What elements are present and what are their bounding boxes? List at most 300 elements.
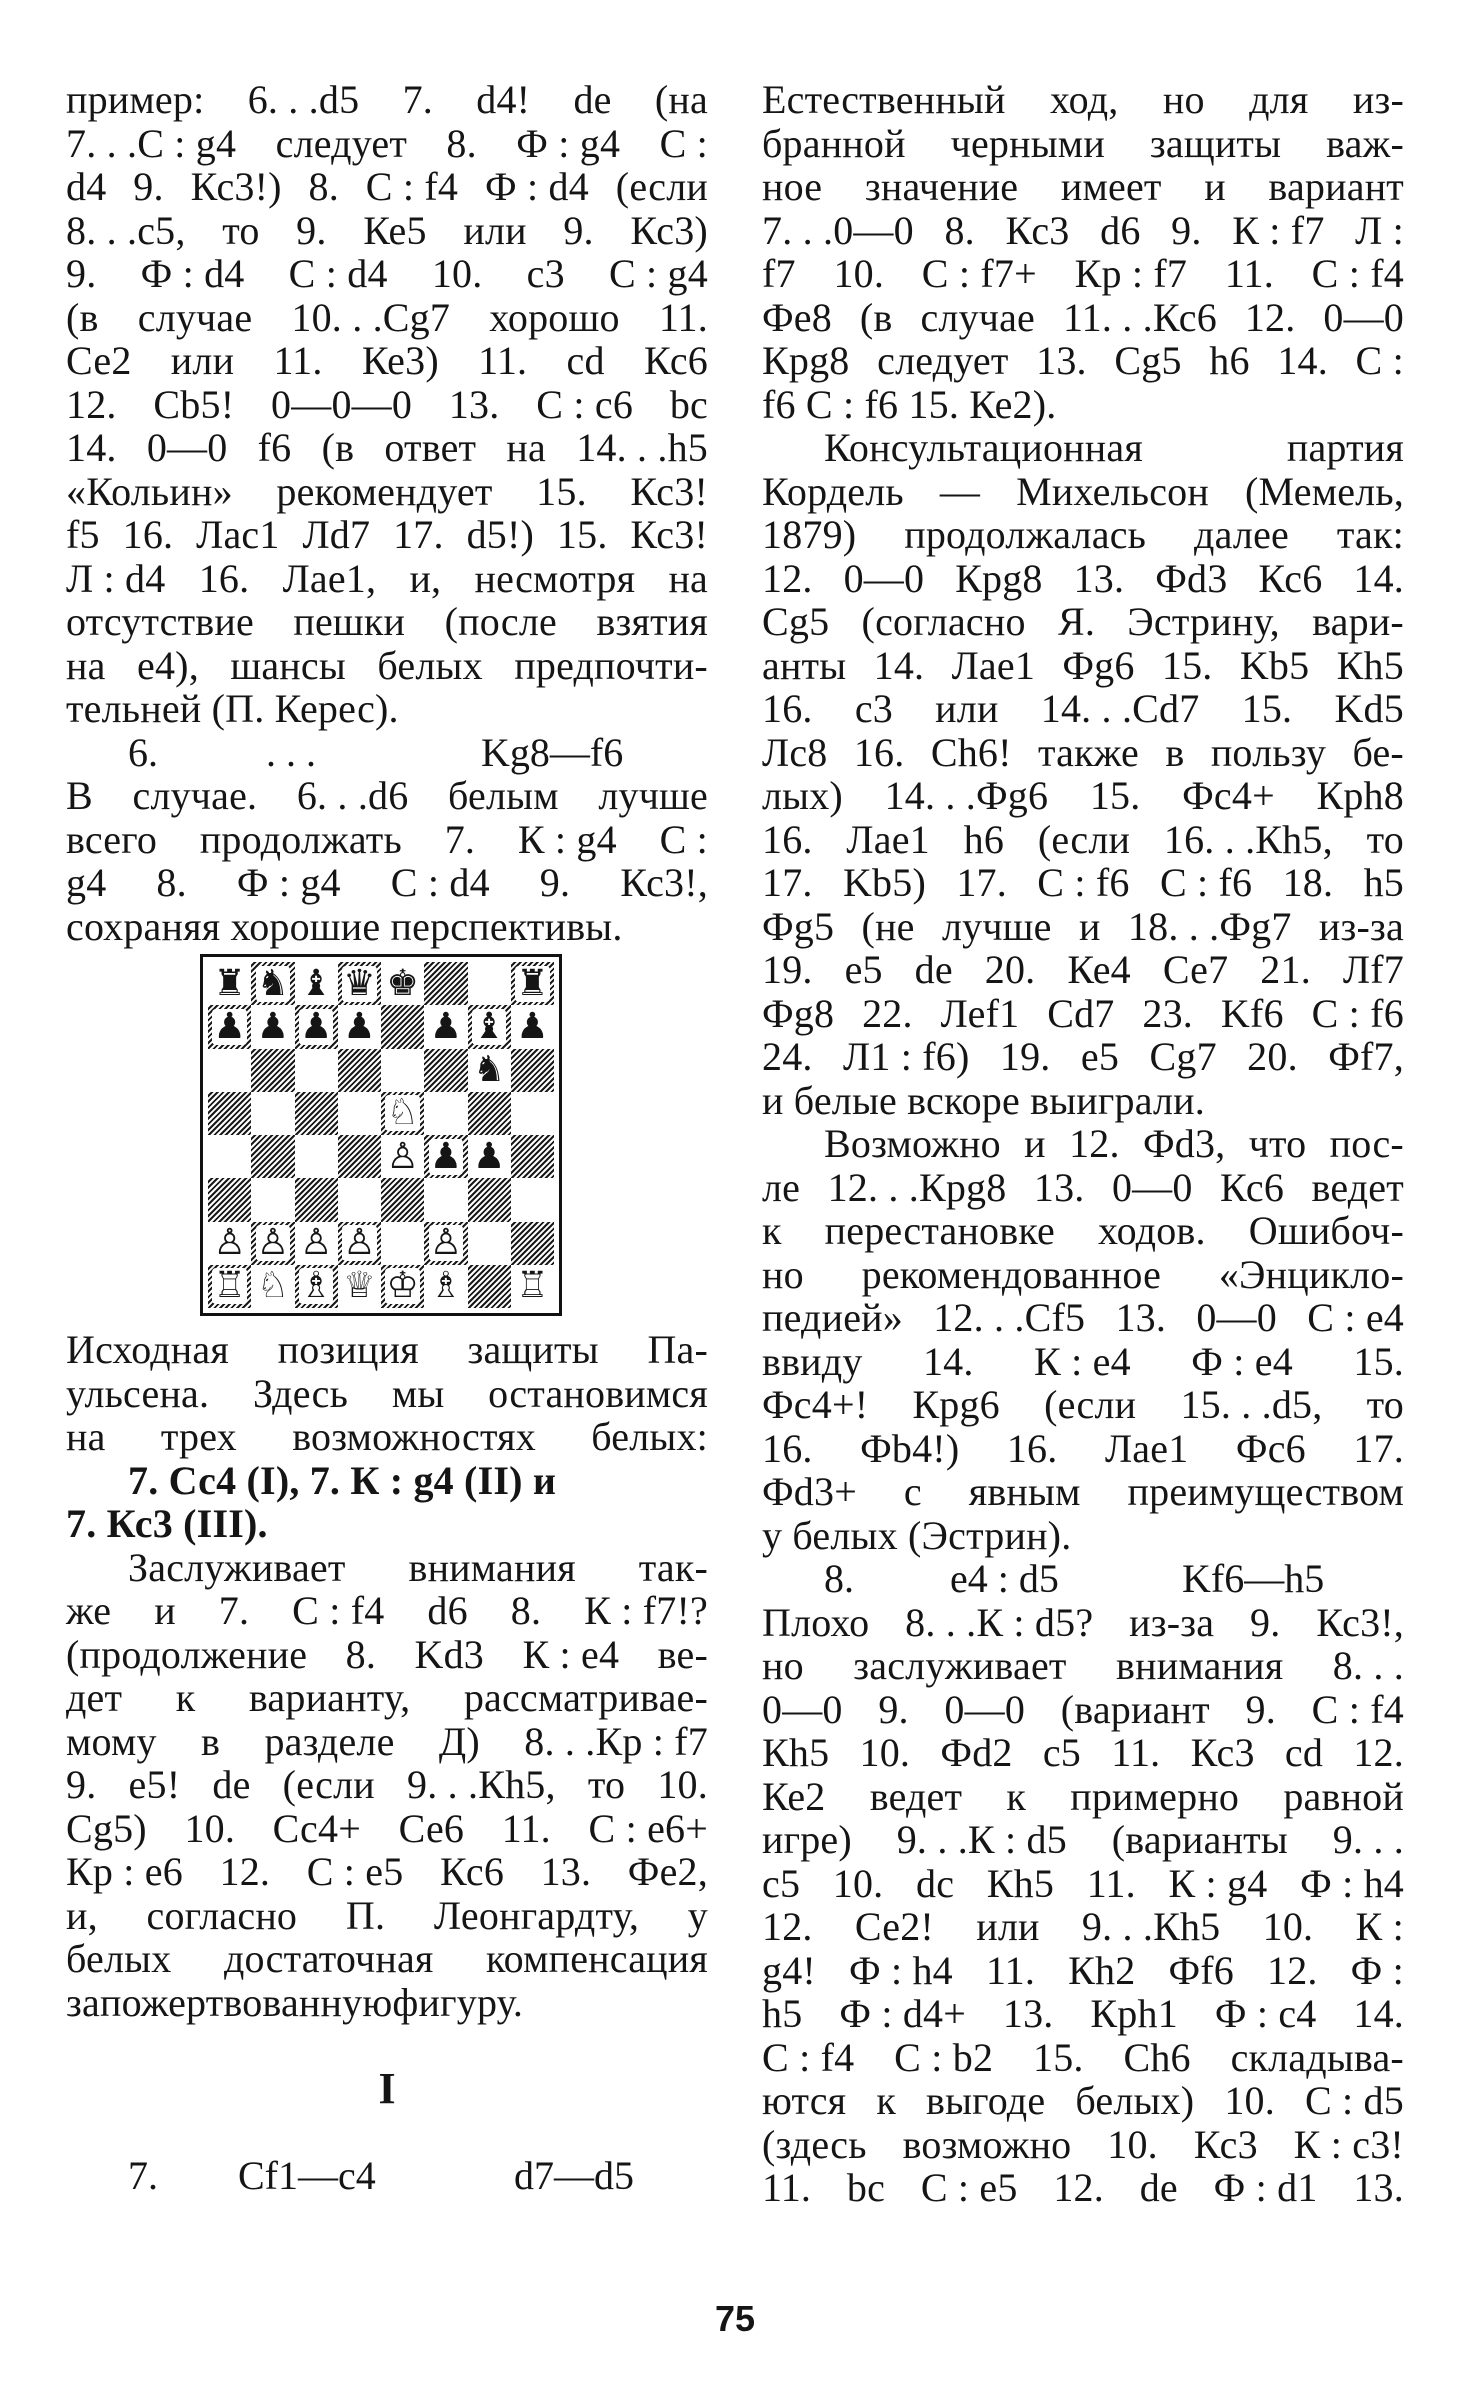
word: cd xyxy=(566,338,605,383)
diagram-area xyxy=(66,948,708,1328)
word: Фd2 xyxy=(940,1730,1013,1775)
text-line xyxy=(762,122,1404,166)
text-line xyxy=(66,644,708,688)
right-paragraph-1 xyxy=(762,78,1404,426)
word: достаточная xyxy=(223,1936,434,1981)
square-d6 xyxy=(338,1049,381,1092)
word: П. xyxy=(345,1892,386,1938)
word: отсутствие xyxy=(66,599,254,644)
square-f2 xyxy=(424,1222,467,1265)
right-paragraph-4 xyxy=(762,1601,1404,2210)
word: 8. xyxy=(944,207,975,253)
square-h5 xyxy=(511,1092,554,1135)
text-line xyxy=(762,1862,1404,1906)
word: пос- xyxy=(1329,1121,1404,1166)
word: ведет xyxy=(869,1773,963,1819)
word: Фс4+ xyxy=(1182,773,1275,818)
word: С : f4 xyxy=(762,2034,855,2080)
word: Сс4+ xyxy=(272,1805,361,1851)
word: 15. xyxy=(556,512,608,557)
word: взятия xyxy=(596,599,708,644)
section-numeral: I xyxy=(378,2064,396,2113)
word: Исходная xyxy=(66,1327,229,1372)
square-a6 xyxy=(208,1049,251,1092)
text-line xyxy=(762,2079,1404,2123)
word: равной xyxy=(1283,1773,1404,1819)
text-line xyxy=(762,818,1404,862)
word: с5 xyxy=(762,1860,801,1906)
word: Кс6 xyxy=(643,338,708,383)
chess-piece-icon: ♙ xyxy=(343,1222,376,1264)
word: 0—0 xyxy=(762,1686,843,1732)
square-c1 xyxy=(295,1265,338,1308)
word: значение xyxy=(864,164,1019,209)
word: f5 xyxy=(66,512,100,557)
text-line xyxy=(66,1807,708,1851)
word: 8. . .Кр : f7 xyxy=(524,1718,708,1764)
square-a4 xyxy=(208,1135,251,1178)
word: пользу xyxy=(1210,729,1327,775)
word: Кс3 xyxy=(1190,1730,1255,1775)
word: дет xyxy=(66,1675,123,1720)
word: 10. xyxy=(859,1730,911,1775)
word: пешки xyxy=(293,599,406,644)
word: (продолжение xyxy=(66,1631,308,1677)
white-move: е4 : d5 xyxy=(950,1556,1059,1601)
word: С : xyxy=(659,816,708,862)
square-b3 xyxy=(251,1178,294,1221)
text-line xyxy=(762,1122,1404,1166)
word: Cg7 xyxy=(1149,1034,1217,1079)
word: пример: xyxy=(66,77,205,122)
text-line xyxy=(762,1775,1404,1819)
text-line xyxy=(762,1601,1404,1645)
chess-piece-icon: ♟ xyxy=(472,1135,506,1177)
word: Кh5 xyxy=(986,1860,1055,1906)
left-paragraph-2 xyxy=(66,774,708,948)
text-line xyxy=(66,1720,708,1764)
word: рассматривае- xyxy=(463,1675,708,1720)
word: de xyxy=(573,77,612,122)
word: К : xyxy=(1355,1904,1404,1949)
word: С : f4 xyxy=(292,1588,385,1633)
square-h7 xyxy=(511,1005,554,1048)
word: Фg8 xyxy=(762,990,835,1036)
word: далее xyxy=(1194,512,1289,557)
word: выгоде xyxy=(925,2078,1046,2123)
word: 19. xyxy=(762,947,813,992)
word: и, xyxy=(409,555,442,601)
word: ное xyxy=(762,164,823,209)
word: Фс6 xyxy=(1235,1425,1306,1471)
text-line xyxy=(762,1905,1404,1949)
text-line xyxy=(66,209,708,253)
word: Кс3!) xyxy=(190,164,282,209)
word: белых xyxy=(377,642,483,688)
word: 21. xyxy=(1260,947,1311,992)
word: и белые вскоре выиграли. xyxy=(762,1077,1205,1123)
word: 10. . .Сg7 xyxy=(291,294,451,340)
word: Cg5 xyxy=(1114,338,1182,383)
word: Крh8 xyxy=(1316,773,1404,818)
square-g8 xyxy=(468,962,511,1005)
word: Эстрину, xyxy=(1127,599,1280,644)
word: Кс6 xyxy=(1258,555,1323,601)
chess-piece-icon: ♟ xyxy=(256,1005,290,1047)
square-e2 xyxy=(381,1222,424,1265)
word: С : е6+ xyxy=(588,1805,708,1851)
word: (после xyxy=(444,599,557,644)
text-line xyxy=(762,731,1404,775)
word: лых) xyxy=(762,773,843,818)
word: Крg6 xyxy=(912,1382,1000,1427)
chess-piece-icon: ♔ xyxy=(386,1265,419,1307)
word: 13. xyxy=(1033,1164,1085,1210)
word: С : d4 xyxy=(288,251,388,296)
word: случае xyxy=(920,294,1035,340)
text-line xyxy=(762,774,1404,818)
chess-piece-icon: ♕ xyxy=(343,1265,376,1307)
word: 20. xyxy=(984,947,1036,992)
text-line xyxy=(66,78,708,122)
word: с5 xyxy=(1042,1730,1081,1775)
word: (согласно xyxy=(861,599,1026,644)
word: Консультационная xyxy=(824,425,1143,470)
word: 13. xyxy=(540,1849,592,1894)
word: на xyxy=(66,1414,106,1459)
move-number: 7. xyxy=(128,2153,158,2198)
word: у xyxy=(687,1892,708,1938)
word: Фb4!) xyxy=(860,1425,960,1471)
text-line xyxy=(66,296,708,340)
word: 13. xyxy=(1115,1295,1167,1340)
word: Ке5 xyxy=(363,207,427,253)
word: 15. xyxy=(1033,2034,1084,2080)
word: возможностях xyxy=(292,1414,536,1459)
square-g5 xyxy=(468,1092,511,1135)
word: Кс3! xyxy=(630,512,708,557)
word: С : f4 xyxy=(365,164,459,209)
text-line xyxy=(762,1166,1404,1210)
word: внимания xyxy=(1116,1643,1284,1688)
chess-piece-icon: ♜ xyxy=(213,962,246,1004)
square-f4 xyxy=(424,1135,467,1178)
word: Крh1 xyxy=(1090,1991,1178,2036)
word: 11. xyxy=(273,338,323,383)
word: предпочти- xyxy=(514,642,708,688)
word: Заслуживает xyxy=(128,1544,346,1590)
word: Л1 : f6) xyxy=(843,1034,970,1079)
word: Кh5 xyxy=(1336,642,1404,688)
word: 8. . .К : d5? xyxy=(905,1599,1094,1645)
text-line xyxy=(66,687,708,731)
left-column xyxy=(66,78,708,2198)
square-h6 xyxy=(511,1049,554,1092)
word: несмотря xyxy=(474,555,636,601)
word: 11. . .Кс6 xyxy=(1062,294,1217,340)
word: Се6 xyxy=(398,1805,465,1851)
chess-piece-icon: ♙ xyxy=(213,1222,246,1264)
word: 8. . .с5, xyxy=(66,207,186,253)
word: сохраняя хорошие перспективы. xyxy=(66,903,623,949)
chess-piece-icon: ♟ xyxy=(516,1005,549,1047)
word: Лf7 xyxy=(1342,947,1404,992)
square-g3 xyxy=(468,1178,511,1221)
word: 9. . .К : d5 xyxy=(896,1817,1067,1862)
word: 9. xyxy=(66,251,97,296)
word: (в xyxy=(321,425,355,470)
word: (здесь xyxy=(762,2121,867,2167)
word: 10. xyxy=(1224,2078,1275,2123)
word: заслуживает xyxy=(853,1643,1067,1688)
word: С : f6 xyxy=(1159,860,1253,905)
word: «Кольин» xyxy=(66,468,233,514)
word: 17. xyxy=(393,512,444,557)
word: у белых (Эстрин). xyxy=(762,1512,1072,1558)
text-line xyxy=(66,1328,708,1372)
word: 18. xyxy=(1282,860,1334,905)
text-line xyxy=(66,1415,708,1459)
word: защиты xyxy=(467,1327,599,1372)
word: белых: xyxy=(591,1414,708,1459)
text-line xyxy=(762,296,1404,340)
word: е5! xyxy=(128,1762,181,1807)
word: Фg5 xyxy=(762,903,835,949)
square-b6 xyxy=(251,1049,294,1092)
text-line xyxy=(762,2123,1404,2167)
text-line xyxy=(762,1731,1404,1775)
square-h1 xyxy=(511,1265,554,1308)
word: Кс3 xyxy=(1005,207,1070,253)
word: партия xyxy=(1286,425,1404,470)
word: 17. xyxy=(956,860,1007,905)
word: С : е4 xyxy=(1307,1295,1404,1340)
square-a7 xyxy=(208,1005,251,1048)
word: компенсация xyxy=(486,1936,708,1981)
word: Се7 xyxy=(1162,947,1229,992)
word: 12. xyxy=(1069,1121,1120,1166)
word: 14. xyxy=(1353,555,1404,601)
text-line xyxy=(762,1470,1404,1514)
word: «Энцикло- xyxy=(1218,1251,1404,1297)
word: и xyxy=(1204,164,1226,209)
word: и xyxy=(1078,903,1101,949)
word: позиция xyxy=(277,1327,419,1372)
word: 13. xyxy=(1073,555,1125,601)
word: 16. xyxy=(853,729,905,775)
text-line xyxy=(762,513,1404,557)
word: В xyxy=(66,773,93,818)
word: 16. xyxy=(198,555,250,601)
word: dc xyxy=(916,1860,955,1906)
word: 14. . .Cd7 xyxy=(1040,686,1200,731)
word: Лае1 xyxy=(1104,1425,1189,1471)
square-b4 xyxy=(251,1135,294,1178)
word: bc xyxy=(846,2165,886,2210)
word: педией» xyxy=(762,1295,903,1340)
text-line xyxy=(762,165,1404,209)
word: складыва- xyxy=(1230,2034,1404,2080)
text-line xyxy=(762,1688,1404,1732)
square-b7 xyxy=(251,1005,294,1048)
text-line xyxy=(762,557,1404,601)
square-d8 xyxy=(338,962,381,1005)
word: Лd7 xyxy=(302,512,371,557)
black-move: d7—d5 xyxy=(514,2153,634,2198)
text-line xyxy=(762,339,1404,383)
word: Ке3) xyxy=(361,338,439,383)
word: шансы xyxy=(230,642,346,688)
word: (в xyxy=(66,294,99,340)
text-line xyxy=(762,1253,1404,1297)
word: Кс6 xyxy=(440,1849,505,1894)
word: 12. xyxy=(66,381,117,427)
word: 10. xyxy=(1107,2121,1158,2167)
text-line xyxy=(66,122,708,166)
word: g4! xyxy=(762,1947,816,1993)
word: пожертвованную xyxy=(99,1979,393,2025)
word: Кh2 xyxy=(1068,1947,1136,1993)
word: 9. xyxy=(539,860,571,905)
word: 17. xyxy=(1353,1425,1404,1471)
square-c7 xyxy=(295,1005,338,1048)
text-line xyxy=(66,1981,708,2025)
square-a3 xyxy=(208,1178,251,1221)
square-c4 xyxy=(295,1135,338,1178)
word: 9. . . xyxy=(1332,1817,1404,1862)
word: 12. xyxy=(762,1904,813,1949)
options-text-1: 7. Сс4 (I), 7. К : g4 (II) и xyxy=(128,1457,557,1503)
word: игре) xyxy=(762,1817,852,1862)
word: Се2! xyxy=(854,1904,934,1949)
word: Ф : h4 xyxy=(848,1947,953,1993)
word: 14. xyxy=(873,642,925,688)
text-line xyxy=(762,1514,1404,1558)
word: случае xyxy=(137,294,253,340)
text-line xyxy=(762,1079,1404,1123)
word: е4), xyxy=(137,642,199,688)
word: 14. . .Фg6 xyxy=(884,773,1049,818)
word: Кс3) xyxy=(630,207,708,253)
square-f8 xyxy=(424,962,467,1005)
text-line xyxy=(66,774,708,818)
word: Фd3+ xyxy=(762,1469,857,1514)
square-f7 xyxy=(424,1005,467,1048)
word: de xyxy=(212,1762,251,1807)
word: ведет xyxy=(1311,1164,1404,1210)
text-line xyxy=(66,1546,708,1590)
word: 11. xyxy=(478,338,528,383)
word: 13. xyxy=(1353,2165,1404,2210)
word: Kb5) xyxy=(842,860,926,905)
word: Фf6 xyxy=(1168,1947,1234,1993)
word: важ- xyxy=(1326,120,1404,166)
word: 14. xyxy=(66,425,117,470)
word: Кс3!, xyxy=(620,860,708,905)
chess-piece-icon: ♙ xyxy=(256,1222,290,1264)
chess-piece-icon: ♗ xyxy=(429,1265,463,1307)
word: 9. xyxy=(1171,207,1202,253)
word: 1879) xyxy=(762,512,857,557)
word: 12. xyxy=(762,555,813,601)
text-line xyxy=(762,426,1404,470)
word: Ке4 xyxy=(1067,947,1131,992)
text-line xyxy=(762,600,1404,644)
text-line xyxy=(762,1818,1404,1862)
word: вариант xyxy=(1268,164,1404,209)
word: Михельсон xyxy=(1016,468,1209,514)
word: 16. xyxy=(762,1425,813,1471)
word: в xyxy=(201,1718,221,1764)
word: 9. xyxy=(296,207,327,253)
word: 0—0 xyxy=(1196,1295,1277,1340)
square-a5 xyxy=(208,1092,251,1135)
chess-piece-icon: ♙ xyxy=(299,1222,333,1264)
word: d4! xyxy=(476,77,531,122)
text-line xyxy=(762,2036,1404,2080)
text-line xyxy=(762,1383,1404,1427)
chess-piece-icon: ♛ xyxy=(343,962,376,1004)
text-line xyxy=(66,1372,708,1416)
word: Фс4+! xyxy=(762,1382,869,1427)
word: Кр : е6 xyxy=(66,1849,183,1894)
word: ве- xyxy=(657,1631,708,1677)
word: Ф : xyxy=(1350,1947,1404,1993)
square-h8 xyxy=(511,962,554,1005)
square-d2 xyxy=(338,1222,381,1265)
word: — xyxy=(939,468,981,514)
word: перестановке xyxy=(824,1208,1055,1253)
word: 10. xyxy=(657,1762,708,1807)
word: 20. xyxy=(1247,1034,1298,1079)
word: Ch6! xyxy=(930,729,1012,775)
word: варианту, xyxy=(248,1675,411,1720)
word: 15. xyxy=(1241,686,1293,731)
text-line xyxy=(762,1296,1404,1340)
word: рекомендованное xyxy=(861,1251,1162,1297)
word: Лае1 xyxy=(951,642,1036,688)
word: 8. xyxy=(308,164,339,209)
text-line xyxy=(762,1340,1404,1384)
word: 10. xyxy=(833,251,885,296)
word: к xyxy=(175,1675,196,1720)
word: Ф : d1 xyxy=(1213,2165,1318,2210)
word: 11. xyxy=(1086,1860,1136,1906)
word: 12. xyxy=(1053,2165,1104,2210)
text-line xyxy=(762,209,1404,253)
word: 16. xyxy=(122,512,174,557)
word: также xyxy=(1037,729,1140,775)
black-move: Kf6—h5 xyxy=(1182,1556,1325,1601)
word: 10. xyxy=(832,1860,884,1906)
text-line xyxy=(66,1589,708,1633)
chess-piece-icon: ♙ xyxy=(386,1135,419,1177)
word: Ch6 xyxy=(1123,2034,1191,2080)
word: h6 xyxy=(1209,338,1250,383)
chess-piece-icon: ♖ xyxy=(213,1265,246,1307)
text-line xyxy=(762,644,1404,688)
square-e4 xyxy=(381,1135,424,1178)
chess-piece-icon: ♟ xyxy=(213,1005,246,1047)
text-line xyxy=(66,905,708,949)
word: Па- xyxy=(647,1327,708,1372)
word: и xyxy=(1024,1121,1046,1166)
word: Возможно xyxy=(824,1121,1001,1166)
word: К : е4 xyxy=(1034,1338,1131,1384)
word: 9. xyxy=(878,1686,909,1732)
word: Здесь xyxy=(252,1370,349,1416)
text-line xyxy=(762,1644,1404,1688)
